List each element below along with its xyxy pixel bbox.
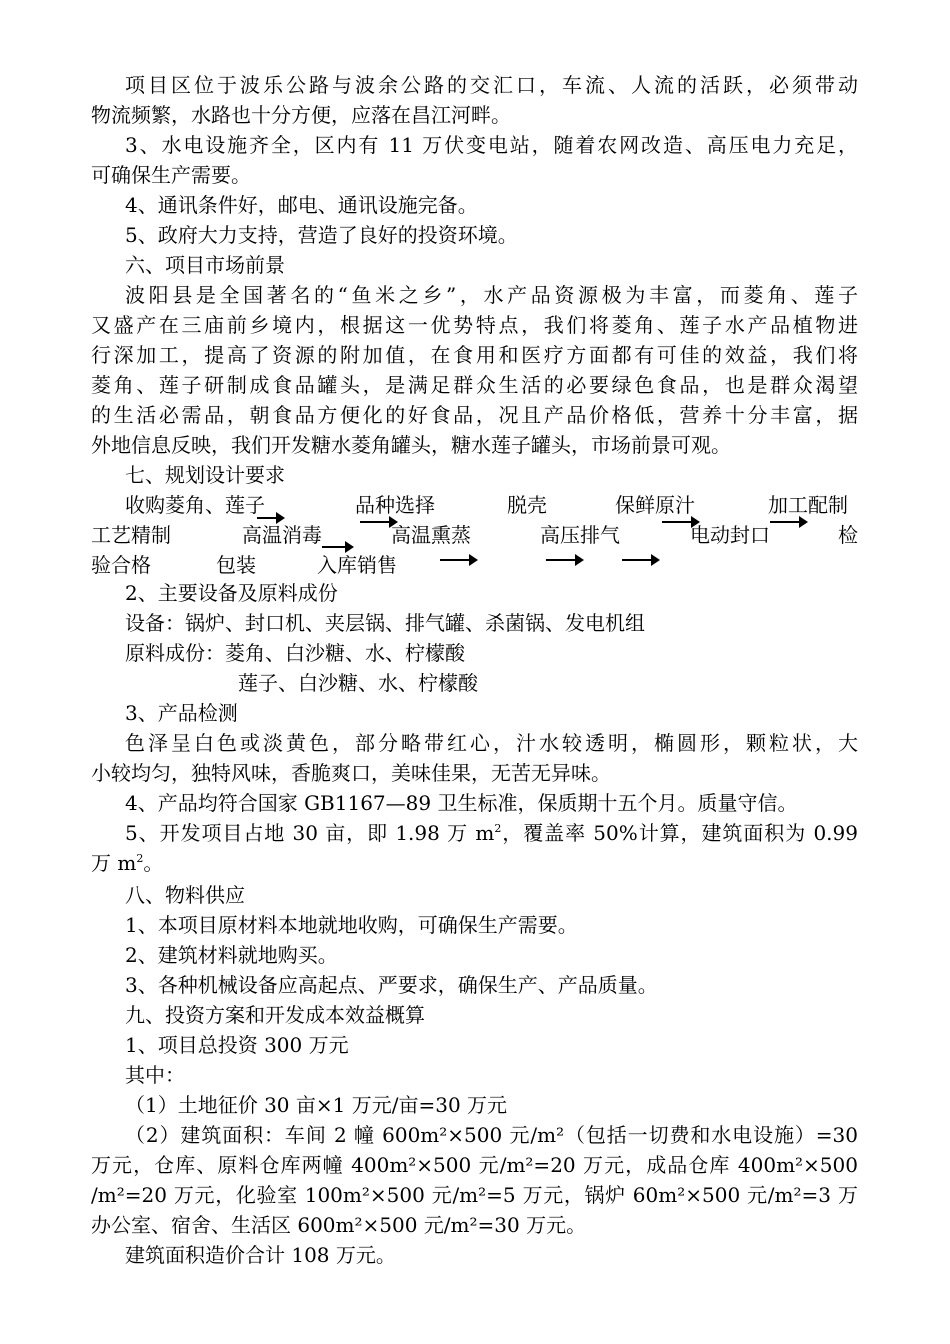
paragraph-line: 5、开发项目占地 30 亩，即 1.98 万 $m^2$，覆盖率 50%计算，建筑面积为 0.99 (125, 821, 858, 845)
paragraph-line: 3、产品检测 (125, 701, 238, 725)
flow-step: 收购菱角、莲子 (125, 493, 265, 517)
paragraph-line: 万元，仓库、原料仓库两幢 400m²×500 元/m²=20 万元，成品仓库 400m²×500 (91, 1153, 858, 1177)
paragraph-line: （2）建筑面积：车间 2 幢 600m²×500 元/m²（包括一切费和水电设施）=30 (125, 1123, 858, 1147)
paragraph-line: 可确保生产需要。 (91, 163, 251, 187)
paragraph-line: 菱角、莲子研制成食品罐头，是满足群众生活的必要绿色食品，也是群众渴望 (91, 373, 858, 397)
paragraph-line: 小较均匀，独特风味，香脆爽口，美味佳果，无苦无异味。 (91, 761, 611, 785)
paragraph-line: 行深加工，提高了资源的附加值，在食用和医疗方面都有可佳的效益，我们将 (91, 343, 858, 367)
paragraph-line: 波阳县是全国著名的“鱼米之乡”，水产品资源极为丰富，而菱角、莲子 (125, 283, 858, 307)
paragraph-line: 4、产品均符合国家 GB1167—89 卫生标准，保质期十五个月。质量守信。 (125, 791, 798, 815)
paragraph-line: 1、本项目原材料本地就地收购，可确保生产需要。 (125, 913, 578, 937)
flow-step: 验合格 (91, 553, 151, 577)
paragraph-line: 又盛产在三庙前乡境内，根据这一优势特点，我们将菱角、莲子水产品植物进 (91, 313, 858, 337)
flow-arrow-icon (322, 546, 352, 548)
flow-arrow-icon (770, 521, 806, 523)
flow-arrow-icon (440, 559, 476, 561)
paragraph-line: （1）土地征价 30 亩×1 万元/亩=30 万元 (125, 1093, 508, 1117)
paragraph-line: 的生活必需品，朝食品方便化的好食品，况且产品价格低，营养十分丰富，据 (91, 403, 858, 427)
flow-arrow-icon (622, 559, 658, 561)
paragraph-line: 3、水电设施齐全，区内有 11 万伏变电站，随着农网改造、高压电力充足， (125, 133, 858, 157)
paragraph-line: 万 $m^2$。 (91, 851, 164, 875)
paragraph-line: 1、项目总投资 300 万元 (125, 1033, 349, 1057)
flow-arrow-icon (546, 559, 582, 561)
flow-arrow-icon (662, 521, 698, 523)
flow-arrow-icon (360, 521, 396, 523)
paragraph-line: 项目区位于波乐公路与波余公路的交汇口，车流、人流的活跃，必须带动 (125, 73, 858, 97)
flow-step: 检 (838, 523, 858, 547)
flow-step: 包装 (216, 553, 256, 577)
paragraph-line: 2、主要设备及原料成份 (125, 581, 338, 605)
section-heading: 九、投资方案和开发成本效益概算 (125, 1003, 425, 1027)
flow-arrow-icon (257, 517, 283, 519)
flow-step: 入库销售 (317, 553, 397, 577)
flow-step: 保鲜原汁 (615, 493, 695, 517)
flow-step: 脱壳 (507, 493, 547, 517)
paragraph-line: 莲子、白沙糖、水、柠檬酸 (238, 671, 478, 695)
paragraph-line: 办公室、宿舍、生活区 600m²×500 元/m²=30 万元。 (91, 1213, 587, 1237)
paragraph-line: 5、政府大力支持，营造了良好的投资环境。 (125, 223, 518, 247)
flow-step: 电动封口 (690, 523, 770, 547)
section-heading: 六、项目市场前景 (125, 253, 285, 277)
flow-step: 高温消毒 (242, 523, 322, 547)
flow-step: 高温熏蒸 (391, 523, 471, 547)
section-heading: 八、物料供应 (125, 883, 245, 907)
flow-step: 加工配制 (768, 493, 848, 517)
paragraph-line: 设备：锅炉、封口机、夹层锅、排气罐、杀菌锅、发电机组 (125, 611, 645, 635)
paragraph-line: 3、各种机械设备应高起点、严要求，确保生产、产品质量。 (125, 973, 658, 997)
paragraph-line: 建筑面积造价合计 108 万元。 (125, 1243, 396, 1267)
paragraph-line: 2、建筑材料就地购买。 (125, 943, 338, 967)
flow-step: 高压排气 (540, 523, 620, 547)
paragraph-line: 原料成份：菱角、白沙糖、水、柠檬酸 (125, 641, 465, 665)
paragraph-line: 色泽呈白色或淡黄色，部分略带红心，汁水较透明，椭圆形，颗粒状，大 (125, 731, 858, 755)
paragraph-line: 4、通讯条件好，邮电、通讯设施完备。 (125, 193, 478, 217)
paragraph-line: /m²=20 万元，化验室 100m²×500 元/m²=5 万元，锅炉 60m²×500 元/m²=3 万 (91, 1183, 858, 1207)
section-heading: 七、规划设计要求 (125, 463, 285, 487)
flow-step: 品种选择 (355, 493, 435, 517)
paragraph-line: 其中： (125, 1063, 185, 1087)
flow-step: 工艺精制 (91, 523, 171, 547)
paragraph-line: 外地信息反映，我们开发糖水菱角罐头，糖水莲子罐头，市场前景可观。 (91, 433, 731, 457)
paragraph-line: 物流频繁，水路也十分方便，应落在昌江河畔。 (91, 103, 511, 127)
